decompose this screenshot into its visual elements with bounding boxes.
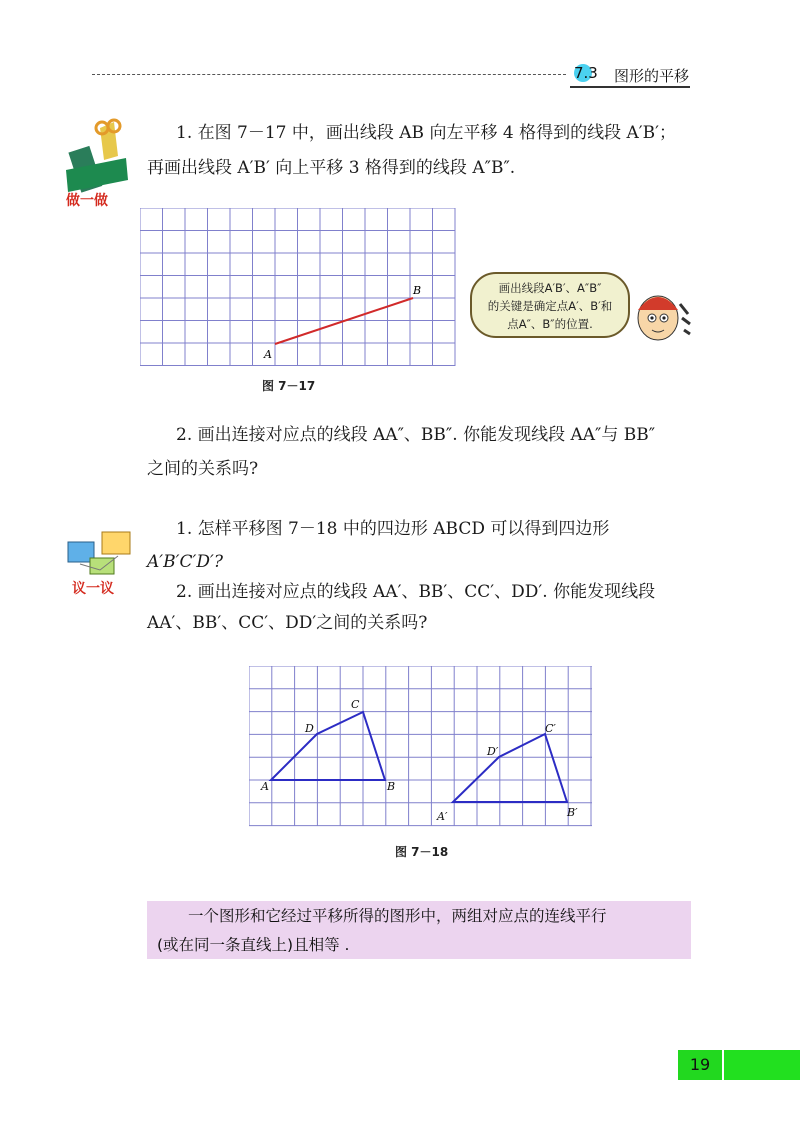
grid-figure-1 bbox=[140, 208, 456, 370]
do-activity-label: 做一做 bbox=[66, 193, 108, 209]
figure-7-17-caption: 图 7－17 bbox=[262, 379, 316, 393]
discuss-item1-line2: A′B′C′D′? bbox=[147, 552, 223, 572]
label-d-prime: D′ bbox=[487, 745, 499, 758]
page-number-bar bbox=[724, 1050, 800, 1080]
computers-icon bbox=[60, 524, 140, 584]
section-title: 图形的平移 bbox=[614, 67, 690, 85]
summary-line2: (或在同一条直线上)且相等 . bbox=[157, 936, 350, 954]
quad-abcd-prime bbox=[453, 734, 567, 802]
label-c: C bbox=[351, 698, 360, 711]
label-c-prime: C′ bbox=[545, 722, 556, 735]
cartoon-character-icon bbox=[632, 284, 694, 344]
do-item1-line2: 再画出线段 A′B′ 向上平移 3 格得到的线段 A″B″. bbox=[147, 158, 516, 178]
callout-line1: 画出线段A′B′、A″B″ bbox=[498, 281, 602, 295]
discuss-item1-line1: 1. 怎样平移图 7－18 中的四边形 ABCD 可以得到四边形 bbox=[176, 519, 610, 539]
do-activity-icon bbox=[56, 118, 136, 210]
summary-box bbox=[147, 901, 691, 959]
discuss-item2-line2: AA′、BB′、CC′、DD′之间的关系吗? bbox=[147, 613, 428, 633]
label-a: A bbox=[261, 780, 269, 793]
hint-callout bbox=[470, 272, 630, 338]
callout-line2: 的关键是确定点A′、B′和 bbox=[487, 299, 613, 313]
grid-figure-2 bbox=[249, 666, 593, 828]
section-number: 7.3 bbox=[574, 64, 598, 82]
point-a-label: A bbox=[264, 348, 272, 361]
do-item2-line2: 之间的关系吗? bbox=[147, 459, 259, 479]
header-rule bbox=[92, 74, 566, 75]
figure-7-18-caption: 图 7－18 bbox=[395, 845, 449, 859]
label-b: B bbox=[387, 780, 396, 793]
do-item1-line1: 1. 在图 7－17 中，画出线段 AB 向左平移 4 格得到的线段 A′B′； bbox=[176, 123, 676, 143]
label-b-prime: B′ bbox=[567, 806, 578, 819]
label-d: D bbox=[305, 722, 314, 735]
figure-7-18 bbox=[249, 666, 593, 828]
discuss-item2-line1: 2. 画出连接对应点的线段 AA′、BB′、CC′、DD′. 你能发现线段 bbox=[176, 582, 656, 602]
discuss-activity-label: 议一议 bbox=[72, 581, 114, 597]
point-b-label: B bbox=[413, 284, 422, 297]
do-item2-line1: 2. 画出连接对应点的线段 AA″、BB″. 你能发现线段 AA″与 BB″ bbox=[176, 425, 656, 445]
page-number: 19 bbox=[678, 1050, 722, 1080]
figure-7-17 bbox=[140, 208, 456, 370]
discuss-activity-icon bbox=[60, 524, 140, 600]
quad-abcd bbox=[271, 712, 385, 780]
label-a-prime: A′ bbox=[437, 810, 448, 823]
callout-line3: 点A″、B″的位置. bbox=[507, 317, 593, 331]
summary-line1: 一个图形和它经过平移所得的图形中，两组对应点的连线平行 bbox=[188, 907, 607, 925]
